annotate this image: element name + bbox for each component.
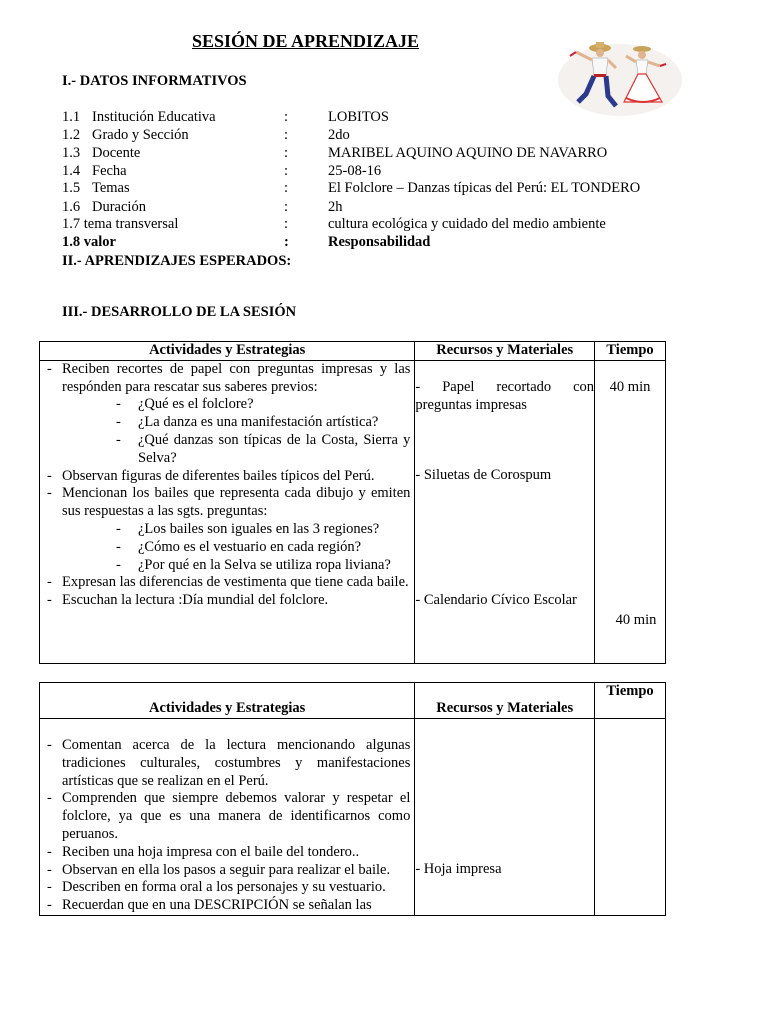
session-table-1 bbox=[39, 341, 666, 664]
header-time: Tiempo bbox=[595, 683, 666, 719]
info-colon: : bbox=[284, 216, 289, 232]
activity-question: - ¿Qué danzas son típicas de la Costa, Sierra y Selva? bbox=[40, 432, 410, 468]
activity-item: - Recuerdan que en una DESCRIPCIÓN se señalan las bbox=[40, 897, 410, 915]
info-value: Responsabilidad bbox=[328, 234, 431, 250]
activity-item: - Comentan acerca de la lectura mencionando algunas tradiciones culturales, costumbres y manifestaciones artísticas que se realizan en el Perú. bbox=[40, 737, 410, 790]
section-heading-aprendizajes: II.- APRENDIZAJES ESPERADOS: bbox=[62, 253, 292, 269]
info-number: 1.4 bbox=[62, 163, 81, 179]
header-resources: Recursos y Materiales bbox=[415, 342, 595, 361]
info-value: MARIBEL AQUINO AQUINO DE NAVARRO bbox=[328, 145, 608, 161]
resources-cell bbox=[415, 360, 595, 663]
resource-item: - Siluetas de Corospum bbox=[415, 467, 552, 484]
activity-item: - Escuchan la lectura :Día mundial del folclore. bbox=[40, 592, 410, 610]
activity-question: - ¿Por qué en la Selva se utiliza ropa liviana? bbox=[40, 557, 410, 575]
time-cell bbox=[595, 719, 666, 916]
info-value: cultura ecológica y cuidado del medio ambiente bbox=[328, 216, 606, 232]
info-label: Duración bbox=[92, 199, 146, 215]
info-colon: : bbox=[284, 127, 289, 143]
activity-question: - ¿Qué es el folclore? bbox=[40, 396, 410, 414]
activity-item: - Reciben una hoja impresa con el baile del tondero.. bbox=[40, 844, 410, 862]
info-number: 1.6 bbox=[62, 199, 81, 215]
section-heading-datos: I.- DATOS INFORMATIVOS bbox=[62, 73, 247, 89]
info-colon: : bbox=[284, 234, 289, 250]
activity-item: - Reciben recortes de papel con preguntas impresas y las respónden para rescatar sus saberes previos: bbox=[40, 361, 410, 397]
activity-question: - ¿La danza es una manifestación artística? bbox=[40, 414, 410, 432]
header-activities: Actividades y Estrategias bbox=[40, 342, 415, 361]
activity-item: - Observan figuras de diferentes bailes típicos del Perú. bbox=[40, 468, 410, 486]
info-value: LOBITOS bbox=[328, 109, 389, 125]
info-value: 25-08-16 bbox=[328, 163, 382, 179]
activity-item: - Comprenden que siempre debemos valorar y respetar el folclore, ya que es una manera de identificarnos como peruanos. bbox=[40, 790, 410, 843]
activities-cell bbox=[40, 719, 415, 916]
resource-item: - Papel recortado con preguntas impresas bbox=[415, 378, 595, 413]
info-label: Institución Educativa bbox=[92, 109, 216, 125]
resource-item: - Calendario Cívico Escolar bbox=[415, 592, 577, 609]
info-colon: : bbox=[284, 180, 289, 196]
info-label: Grado y Sección bbox=[92, 127, 189, 143]
info-colon: : bbox=[284, 109, 289, 125]
info-label: Fecha bbox=[92, 163, 127, 179]
info-number: 1.2 bbox=[62, 127, 81, 143]
header-resources: Recursos y Materiales bbox=[415, 683, 595, 719]
header-activities: Actividades y Estrategias bbox=[40, 683, 415, 719]
info-colon: : bbox=[284, 163, 289, 179]
activities-cell bbox=[40, 360, 415, 663]
info-label: 1.7 tema transversal bbox=[62, 216, 179, 232]
info-value: 2h bbox=[328, 199, 343, 215]
header-time: Tiempo bbox=[595, 342, 666, 361]
info-number: 1.3 bbox=[62, 145, 81, 161]
time-cell bbox=[595, 360, 666, 663]
section-heading-desarrollo: III.- DESARROLLO DE LA SESIÓN bbox=[62, 304, 297, 320]
dancers-illustration bbox=[556, 36, 684, 116]
info-label: Temas bbox=[92, 180, 130, 196]
info-value: 2do bbox=[328, 127, 350, 143]
time-value: 40 min bbox=[609, 378, 651, 395]
info-colon: : bbox=[284, 145, 289, 161]
activity-item: - Expresan las diferencias de vestimenta que tiene cada baile. bbox=[40, 574, 410, 592]
info-label: Docente bbox=[92, 145, 141, 161]
info-label: 1.8 valor bbox=[62, 234, 116, 250]
activity-question: - ¿Cómo es el vestuario en cada región? bbox=[40, 539, 410, 557]
activity-item: - Describen en forma oral a los personajes y su vestuario. bbox=[40, 879, 410, 897]
resource-item: - Hoja impresa bbox=[415, 861, 502, 877]
info-number: 1.5 bbox=[62, 180, 81, 196]
activity-item: - Observan en ella los pasos a seguir para realizar el baile. bbox=[40, 862, 410, 880]
activity-item: - Mencionan los bailes que representa cada dibujo y emiten sus respuestas a las sgts. preguntas: bbox=[40, 485, 410, 521]
time-value: 40 min bbox=[615, 611, 657, 628]
info-number: 1.1 bbox=[62, 109, 81, 125]
info-colon: : bbox=[284, 199, 289, 215]
resources-cell bbox=[415, 719, 595, 916]
page-title: SESIÓN DE APRENDIZAJE bbox=[192, 31, 420, 51]
info-value: El Folclore – Danzas típicas del Perú: EL TONDERO bbox=[328, 180, 641, 196]
session-table-2 bbox=[39, 682, 666, 916]
activity-question: - ¿Los bailes son iguales en las 3 regiones? bbox=[40, 521, 410, 539]
